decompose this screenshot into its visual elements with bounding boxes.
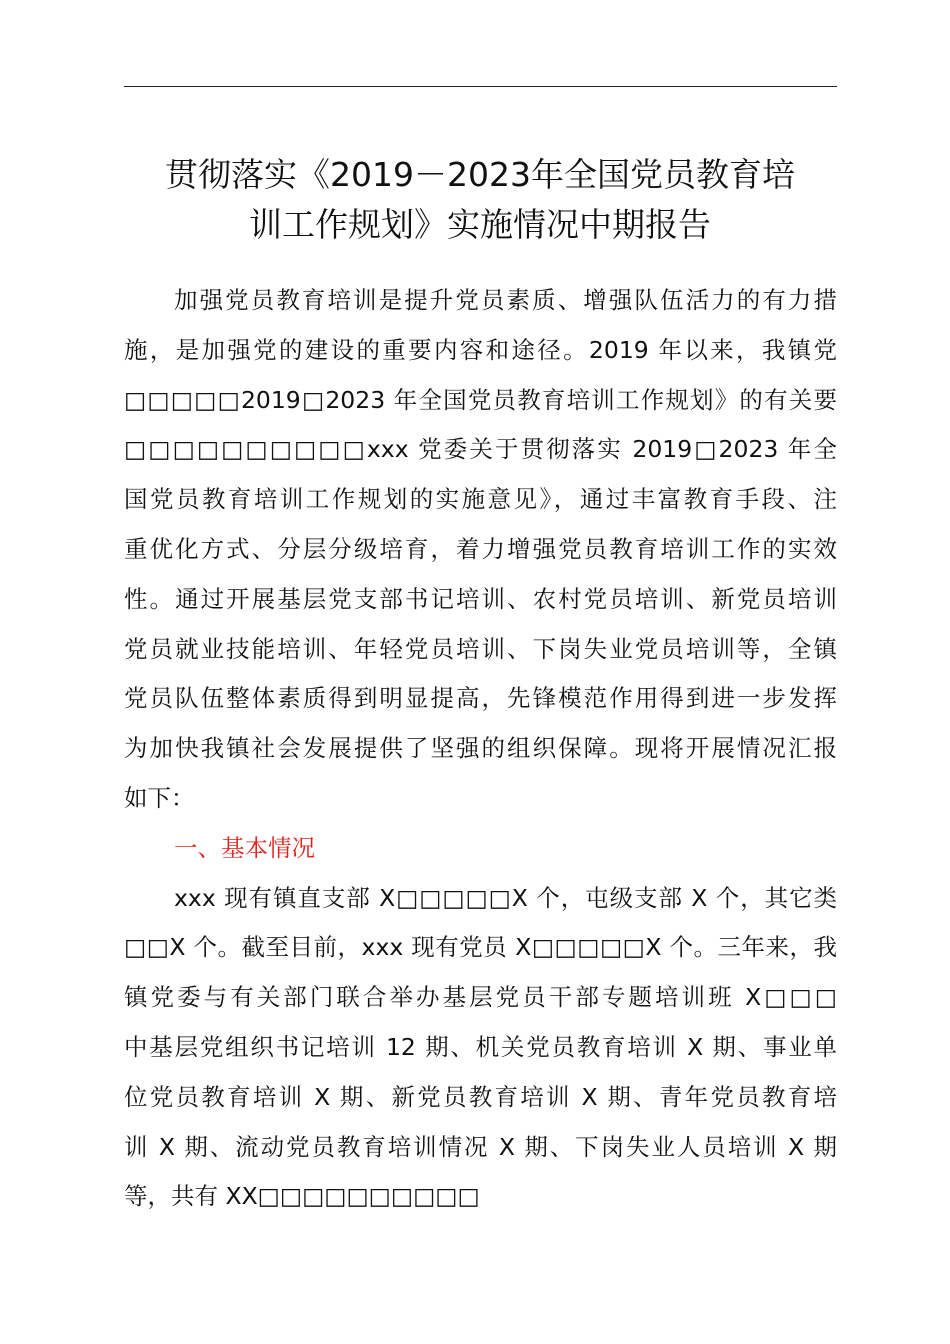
intro-paragraph-line: 国党员教育培训工作规划的实施意见》，通过丰富教育手段、注: [124, 485, 837, 514]
document-title: [110, 150, 850, 250]
intro-paragraph-line: 施，是加强党的建设的重要内容和途径。2019 年以来，我镇党: [124, 335, 837, 364]
intro-paragraph-line: □□□□□2019□2023 年全国党员教育培训工作规划》的有关要: [124, 385, 837, 414]
intro-paragraph-line: 重优化方式、分层分级培育，着力增强党员教育培训工作的实效: [124, 534, 837, 563]
intro-paragraph-line: 为加快我镇社会发展提供了坚强的组织保障。现将开展情况汇报: [124, 734, 837, 763]
intro-paragraph-line: 如下：: [124, 783, 195, 812]
intro-paragraph-line: 加强党员教育培训是提升党员素质、增强队伍活力的有力措: [174, 286, 837, 314]
intro-paragraph-line: 党员就业技能培训、年轻党员培训、下岗失业党员培训等，全镇: [124, 634, 837, 663]
section-paragraph-line: 位党员教育培训 X 期、新党员教育培训 X 期、青年党员教育培: [124, 1082, 837, 1111]
header-rule: [124, 86, 837, 87]
intro-paragraph-line: 性。通过开展基层党支部书记培训、农村党员培训、新党员培训: [124, 584, 837, 613]
section-paragraph-line: 中基层党组织书记培训 12 期、机关党员教育培训 X 期、事业单: [124, 1032, 837, 1061]
section-paragraph-line: 训 X 期、流动党员教育培训情况 X 期、下岗失业人员培训 X 期: [124, 1132, 837, 1161]
intro-paragraph-line: 党员队伍整体素质得到明显提高，先锋模范作用得到进一步发挥: [124, 684, 837, 713]
section-paragraph-line: 等，共有 XX□□□□□□□□□□: [124, 1182, 480, 1211]
section-paragraph-line: □□X 个。截至目前，xxx 现有党员 X□□□□□X 个。三年来，我: [124, 933, 837, 962]
intro-paragraph-line: □□□□□□□□□□xxx 党委关于贯彻落实 2019□2023 年全: [124, 435, 837, 464]
section-paragraph-line: xxx 现有镇直支部 X□□□□□X 个，屯级支部 X 个，其它类: [174, 883, 837, 912]
title-line: 贯彻落实《2019－2023年全国党员教育培: [165, 155, 795, 194]
document-body: [124, 276, 837, 1222]
section-paragraph-line: 镇党委与有关部门联合举办基层党员干部专题培训班 X□□□: [124, 983, 837, 1012]
title-line: 训工作规划》实施情况中期报告: [249, 205, 711, 244]
section-heading: 一、基本情况: [174, 833, 315, 862]
